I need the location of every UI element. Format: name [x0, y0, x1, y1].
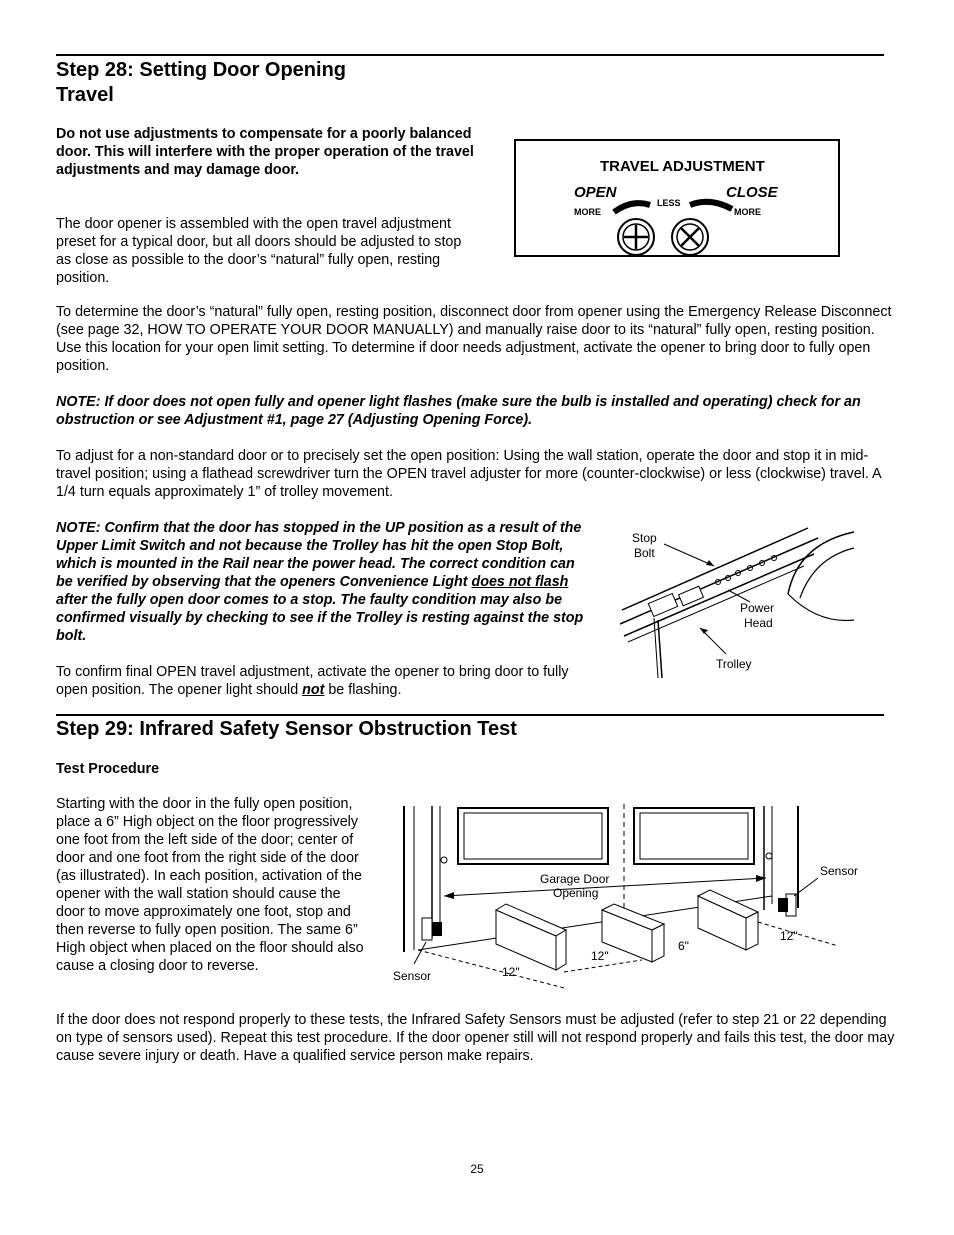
step29-para2: If the door does not respond properly to these tests, the Infrared Safety Sensors must be adjusted (refer to step 21 or 22 depending on type of sensors used). Repeat this test procedure. If the door opener still will not respond properly and fails this test, the door may cause severe injury or death. Have a qualified service person make repairs. [56, 1012, 895, 1064]
stop-bolt-label-1: Stop [632, 531, 657, 545]
more-right-label: MORE [734, 207, 761, 217]
test-block-left [496, 904, 566, 970]
travel-adjustment-title: TRAVEL ADJUSTMENT [600, 158, 765, 175]
less-label: LESS [657, 198, 681, 208]
test-block-right [698, 890, 758, 950]
step28-note1: NOTE: If door does not open fully and opener light flashes (make sure the bulb is installed and operating) check for an obstruction or see Adjustment #1, page 27 (Adjusting Opening Force). [56, 394, 861, 428]
sensor-right-icon [778, 894, 796, 916]
garage-door-label-2: Opening [553, 886, 599, 900]
dimension-12-right: 12" [780, 929, 798, 943]
power-head-label-2: Head [744, 616, 773, 630]
sensor-left-icon [422, 918, 442, 940]
travel-adjustment-figure [514, 139, 840, 257]
page-number: 25 [470, 1162, 484, 1176]
stop-bolt-label-2: Bolt [634, 546, 655, 560]
test-block-center [602, 904, 664, 962]
step28-para1: The door opener is assembled with the open travel adjustment preset for a typical door, but all doors should be adjusted to stop as close as possible to the door’s “natural” fully open, resting position. [56, 216, 462, 286]
open-label: OPEN [574, 184, 617, 201]
dimension-12-left: 12" [502, 965, 520, 979]
garage-door-label-1: Garage Door [540, 872, 610, 886]
sensor-left-label: Sensor [393, 969, 432, 983]
sensor-right-label: Sensor [820, 864, 859, 878]
close-label: CLOSE [726, 184, 778, 201]
power-head-label-1: Power [740, 601, 775, 615]
dimension-12-mid: 12" [591, 949, 609, 963]
section-rule-top [56, 54, 884, 56]
more-left-label: MORE [574, 207, 601, 217]
step29-title: Step 29: Infrared Safety Sensor Obstruction Test [56, 718, 517, 740]
step29-subhead: Test Procedure [56, 761, 160, 777]
step28-warning: Do not use adjustments to compensate for a poorly balanced door. This will interfere with the proper operation of the travel adjustments and may damage door. [56, 126, 474, 178]
close-adjuster-screw-icon [672, 219, 708, 255]
step28-para3: To adjust for a non-standard door or to precisely set the open position: Using the wall station, operate the door and stop it in mid-travel position; using a flathead screwdriver turn the OPEN travel adjuster for more (counter-clockwise) or less (clockwise) travel. A 1/4 turn equals approximately 1” of trolley movement. [56, 448, 881, 500]
section-rule-step29 [56, 714, 884, 716]
dimension-6: 6" [678, 939, 689, 953]
does-not-flash-emphasis: does not flash [471, 574, 569, 590]
sensor-test-figure [388, 800, 874, 994]
step28-para2: To determine the door’s “natural” fully open, resting position, disconnect door from opener using the Emergency Release Disconnect (see page 32, HOW TO OPERATE YOUR DOOR MANUALLY) and manually raise door to its “natural” fully open, resting position. Use this location for your open limit setting. To determine if door needs adjustment, activate the opener to bring door to fully open position. [56, 304, 892, 374]
step28-title: Step 28: Setting Door Opening Travel [56, 59, 347, 106]
not-emphasis: not [302, 682, 325, 698]
step29-para1: Starting with the door in the fully open position, place a 6” High object on the floor progressively one foot from the left side of the door; center of door and one foot from the right side of the door (as illustrated). In each position, activation of the opener with the wall station should cause the door to move approximately one foot, stop and then reverse to fully open position. The same 6” High object when placed on the floor should also cause a closing door to reverse. [56, 796, 364, 974]
open-adjuster-screw-icon [618, 219, 654, 255]
stop-bolt-figure [618, 524, 858, 682]
step28-note2: NOTE: Confirm that the door has stopped in the UP position as a result of the Upper Limit Switch and not because the Trolley has hit the open Stop Bolt, which is mounted in the Rail near the power head. The correct condition can be verified by observing that the openers Convenience Light does not flash after the fully open door comes to a stop. The faulty condition may also be confirmed visually by checking to see if the Trolley is resting against the stop bolt. [56, 520, 584, 644]
step28-para4: To confirm final OPEN travel adjustment, activate the opener to bring door to fully open position. The opener light should not be flashing. [56, 664, 569, 698]
trolley-label: Trolley [716, 657, 752, 671]
